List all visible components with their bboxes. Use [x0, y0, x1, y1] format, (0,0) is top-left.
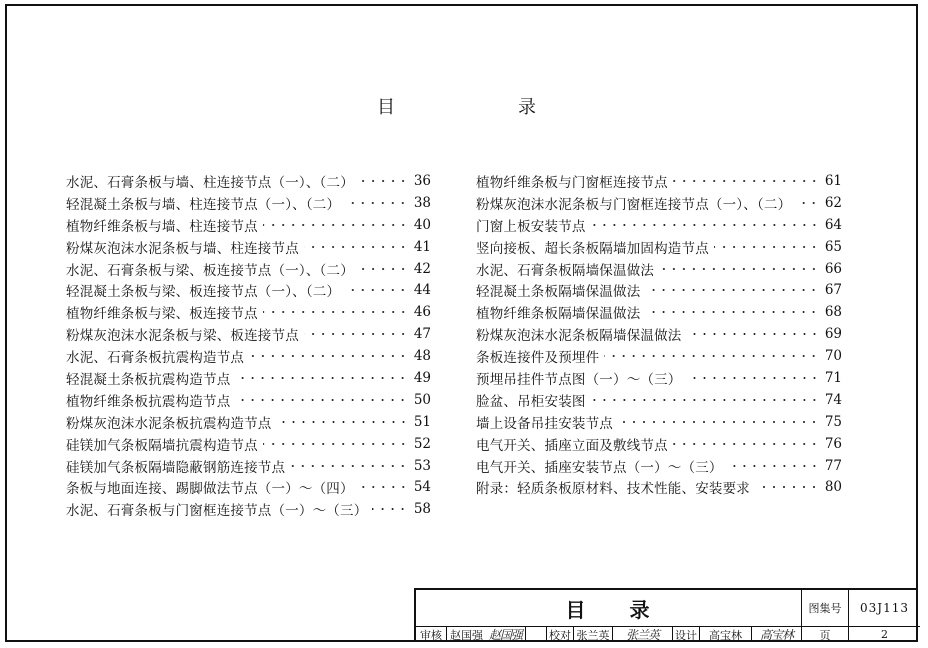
toc-left-column — [66, 170, 431, 520]
toc-entry — [66, 236, 431, 258]
toc-entry-title: 植物纤维条板隔墙保温做法 — [476, 306, 641, 323]
toc-entry-title: 硅镁加气条板隔墙抗震构造节点 — [66, 437, 258, 454]
atlas-number: 03J113 — [860, 601, 909, 615]
title-block-title-right: 录 — [629, 597, 652, 622]
toc-entry — [66, 279, 431, 301]
check-label: 校对 — [549, 628, 571, 642]
toc-entry — [66, 258, 431, 280]
toc-entry-title: 门窗上板安装节点 — [476, 218, 586, 235]
toc-entry — [476, 389, 842, 411]
toc-entry — [66, 214, 431, 236]
toc-dot-leader — [687, 377, 820, 379]
toc-dot-leader — [359, 486, 408, 488]
designer-name: 高宝林 — [709, 628, 742, 642]
toc-dot-leader — [249, 355, 408, 357]
reviewer-signature: 赵国强 — [488, 628, 522, 642]
toc-dot-leader — [290, 465, 408, 467]
toc-dot-leader — [263, 311, 408, 313]
toc-entry — [66, 498, 431, 520]
reviewer-name: 赵国强 — [450, 628, 483, 642]
toc-dot-leader — [604, 355, 819, 357]
toc-entry-title: 轻混凝土条板与墙、柱连接节点（一）、（二） — [66, 196, 341, 213]
toc-entry-title: 粉煤灰泡沫水泥条板与梁、板连接节点 — [66, 328, 299, 345]
toc-entry-page: 44 — [413, 282, 431, 299]
toc-entry-page: 76 — [824, 435, 842, 452]
toc-entry-title: 植物纤维条板与墙、柱连接节点 — [66, 218, 258, 235]
toc-entry — [476, 455, 842, 477]
heading-right-char: 录 — [518, 97, 536, 118]
toc-entry-page: 58 — [413, 501, 431, 518]
toc-dot-leader — [304, 246, 408, 248]
toc-dot-leader — [235, 377, 408, 379]
toc-entry-page: 48 — [413, 348, 431, 365]
checker-name: 张兰英 — [576, 628, 610, 642]
toc-entry-page: 62 — [824, 194, 842, 211]
toc-entry-page: 74 — [824, 391, 842, 408]
toc-entry-title: 水泥、石膏条板与门窗框连接节点（一）～（三） — [66, 503, 368, 520]
toc-entry — [66, 323, 431, 345]
toc-entry-title: 粉煤灰泡沫水泥条板与门窗框连接节点（一）、（二） — [476, 196, 792, 213]
review-label: 审核 — [420, 628, 442, 642]
toc-entry — [476, 323, 842, 345]
toc-entry — [476, 433, 842, 455]
toc-entry — [476, 367, 842, 389]
toc-entry-title: 轻混凝土条板隔墙保温做法 — [476, 284, 641, 301]
toc-entry-title: 轻混凝土条板抗震构造节点 — [66, 371, 231, 388]
toc-dot-leader — [645, 289, 819, 291]
page-number: 2 — [881, 628, 888, 641]
toc-entry-title: 电气开关、插座安装节点（一）～（三） — [476, 459, 723, 476]
toc-entry — [66, 389, 431, 411]
toc-entry-page: 46 — [413, 304, 431, 321]
toc-entry-page: 69 — [824, 326, 842, 343]
toc-entry — [476, 476, 842, 498]
toc-entry-page: 54 — [413, 479, 431, 496]
title-block — [414, 588, 918, 642]
toc-dot-leader — [277, 421, 409, 423]
toc-entry — [66, 455, 431, 477]
toc-dot-leader — [345, 289, 408, 291]
toc-entry-title: 脸盆、吊柜安装图 — [476, 393, 586, 410]
toc-dot-leader — [591, 224, 819, 226]
atlas-number-label: 图集号 — [808, 602, 842, 615]
toc-dot-leader — [659, 268, 819, 270]
toc-entry — [476, 411, 842, 433]
toc-entry-page: 50 — [413, 391, 431, 408]
toc-entry-title: 粉煤灰泡沫水泥条板与墙、柱连接节点 — [66, 240, 299, 257]
toc-entry-title: 植物纤维条板与门窗框连接节点 — [476, 174, 668, 191]
toc-dot-leader — [345, 202, 408, 204]
toc-entry-title: 水泥、石膏条板隔墙保温做法 — [476, 262, 655, 279]
toc-dot-leader — [359, 180, 408, 182]
toc-entry-page: 65 — [824, 238, 842, 255]
toc-entry-page: 36 — [413, 172, 431, 189]
title-block-title — [416, 590, 801, 626]
toc-dot-leader — [673, 180, 819, 182]
toc-entry-page: 47 — [413, 326, 431, 343]
toc-entry-page: 67 — [824, 282, 842, 299]
toc-dot-leader — [796, 202, 819, 204]
toc-entry-page: 70 — [824, 348, 842, 365]
toc-entry-page: 51 — [413, 413, 431, 430]
toc-entry — [66, 411, 431, 433]
toc-dot-leader — [372, 508, 408, 510]
title-block-title-left: 目 — [565, 597, 588, 622]
toc-entry-title: 轻混凝土条板与梁、板连接节点（一）、（二） — [66, 284, 341, 301]
toc-entry-page: 77 — [824, 457, 842, 474]
toc-entry-page: 71 — [824, 369, 842, 386]
toc-entry — [66, 367, 431, 389]
toc-entry-page: 64 — [824, 216, 842, 233]
designer-signature: 高宝林 — [759, 628, 793, 642]
toc-entry-title: 竖向接板、超长条板隔墙加固构造节点 — [476, 240, 709, 257]
toc-entry-page: 38 — [413, 194, 431, 211]
toc-entry — [476, 279, 842, 301]
toc-entry-title: 粉煤灰泡沫水泥条板隔墙保温做法 — [476, 328, 682, 345]
toc-entry-page: 52 — [413, 435, 431, 452]
toc-entry-title: 条板与地面连接、踢脚做法节点（一）～（四） — [66, 481, 354, 498]
toc-dot-leader — [304, 333, 408, 335]
toc-entry-page: 75 — [824, 413, 842, 430]
toc-entry-title: 硅镁加气条板隔墙隐蔽钢筋连接节点 — [66, 459, 286, 476]
toc-entry-page: 42 — [413, 260, 431, 277]
toc-dot-leader — [235, 399, 408, 401]
page-label: 页 — [819, 628, 831, 642]
toc-dot-leader — [673, 443, 819, 445]
toc-dot-leader — [263, 443, 408, 445]
toc-entry-page: 49 — [413, 369, 431, 386]
toc-entry-title: 附录：轻质条板原材料、技术性能、安装要求 — [476, 481, 750, 498]
toc-entry — [476, 258, 842, 280]
toc-dot-leader — [714, 246, 819, 248]
toc-entry-title: 墙上设备吊挂安装节点 — [476, 415, 613, 432]
toc-entry-title: 水泥、石膏条板抗震构造节点 — [66, 350, 245, 367]
toc-dot-leader — [755, 486, 819, 488]
heading-left-char: 目 — [377, 97, 395, 118]
toc-entry — [476, 214, 842, 236]
toc-dot-leader — [687, 333, 820, 335]
toc-dot-leader — [728, 465, 819, 467]
toc-entry-page: 53 — [413, 457, 431, 474]
toc-entry-title: 水泥、石膏条板与墙、柱连接节点（一）、（二） — [66, 174, 354, 191]
toc-entry — [66, 345, 431, 367]
toc-entry-title: 粉煤灰泡沫水泥条板抗震构造节点 — [66, 415, 272, 432]
toc-entry-title: 水泥、石膏条板与梁、板连接节点（一）、（二） — [66, 262, 354, 279]
toc-dot-leader — [591, 399, 819, 401]
toc-entry — [66, 170, 431, 192]
toc-entry — [476, 345, 842, 367]
toc-entry — [66, 192, 431, 214]
toc-dot-leader — [263, 224, 408, 226]
toc-entry-page: 61 — [824, 172, 842, 189]
toc-entry-title: 条板连接件及预埋件 — [476, 350, 600, 367]
toc-entry-page: 68 — [824, 304, 842, 321]
toc-entry — [476, 192, 842, 214]
toc-dot-leader — [645, 311, 819, 313]
toc-entry-title: 植物纤维条板与梁、板连接节点 — [66, 306, 258, 323]
toc-entry-title: 植物纤维条板抗震构造节点 — [66, 393, 231, 410]
toc-entry-page: 40 — [413, 216, 431, 233]
toc-dot-leader — [359, 268, 408, 270]
toc-entry-page: 66 — [824, 260, 842, 277]
toc-right-column — [476, 170, 842, 498]
toc-entry-page: 80 — [824, 479, 842, 496]
toc-dot-leader — [618, 421, 819, 423]
toc-entry — [476, 301, 842, 323]
toc-entry — [476, 170, 842, 192]
toc-entry — [66, 433, 431, 455]
toc-entry-page: 41 — [413, 238, 431, 255]
toc-entry — [476, 236, 842, 258]
toc-entry — [66, 301, 431, 323]
toc-entry-title: 预埋吊挂件节点图（一）～（三） — [476, 371, 682, 388]
checker-signature: 张兰英 — [625, 628, 659, 642]
design-label: 设计 — [675, 628, 697, 642]
toc-entry-title: 电气开关、插座立面及敷线节点 — [476, 437, 668, 454]
toc-entry — [66, 476, 431, 498]
